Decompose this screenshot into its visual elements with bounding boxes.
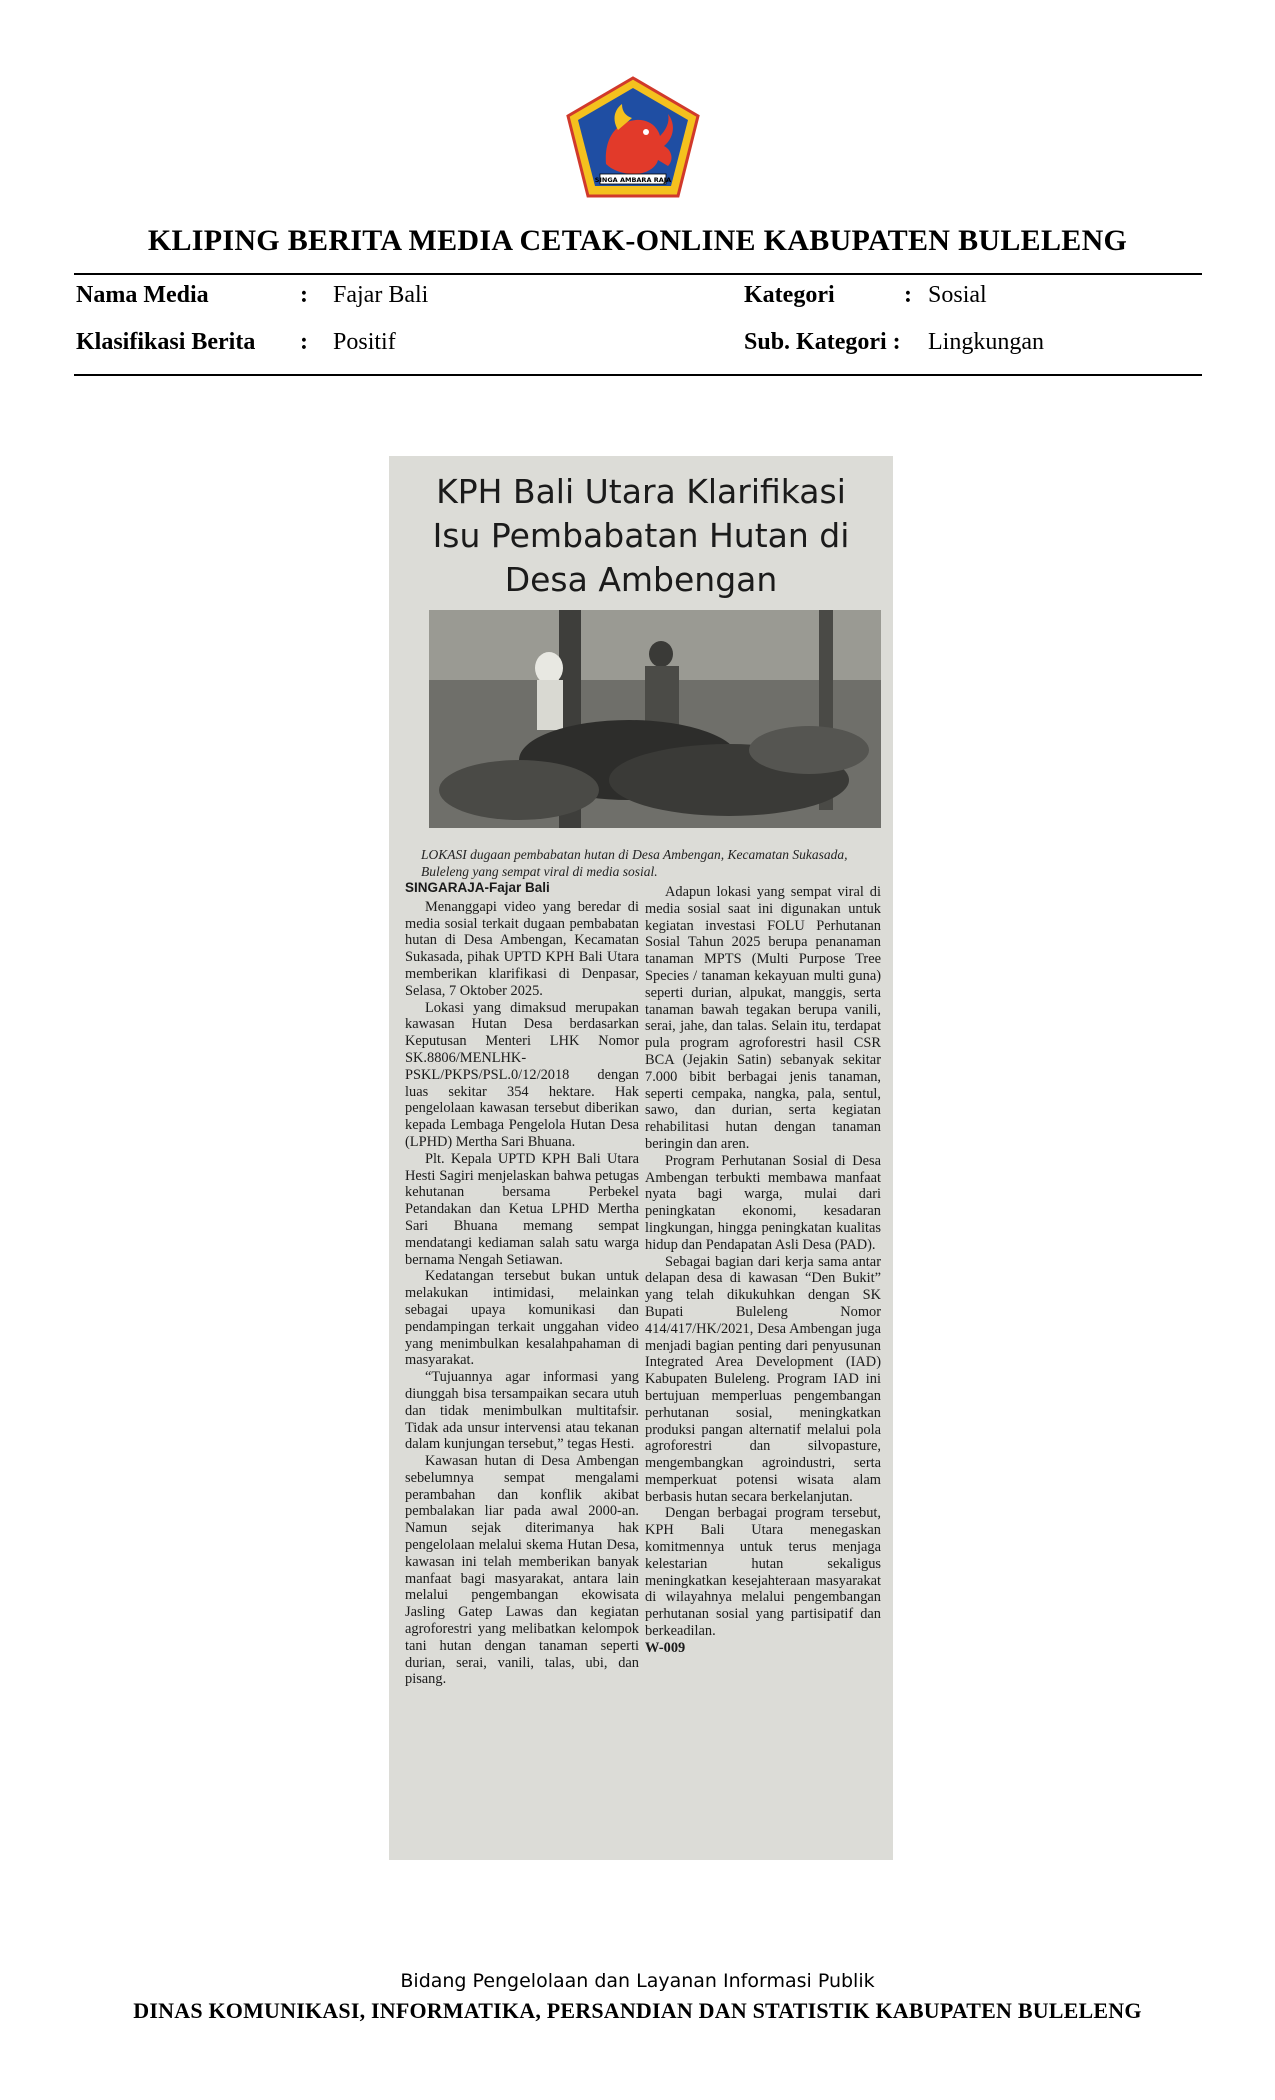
kategori-label: Kategori — [744, 282, 835, 308]
kategori-value: Sosial — [928, 282, 987, 308]
subkategori-label: Sub. Kategori : — [744, 329, 901, 355]
article-dateline: SINGARAJA-Fajar Bali — [405, 880, 550, 895]
media-colon: : — [300, 282, 308, 308]
newspaper-clipping — [389, 456, 893, 1860]
klasifikasi-colon: : — [300, 329, 308, 355]
article-column-right — [645, 884, 881, 1657]
logo-motto: SINGA AMBARA RAJA — [594, 176, 672, 184]
meta-kategori — [744, 282, 1204, 312]
article-column-left — [405, 880, 639, 1688]
article-paragraph: Adapun lokasi yang sempat viral di media sosial saat ini digunakan untuk kegiatan investasi FOLU Perhutanan Sosial Tahun 2025 berupa penanaman tanaman MPTS (Multi Purpose Tree Species / tanaman kekayuan multi guna) seperti durian, alpukat, manggis, serta tanaman bawah tegakan berupa vanili, serai, jahe, dan talas. Selain itu, terdapat pula program agroforestri hasil CSR BCA (Jejakin Satin) sebanyak sekitar 7.000 bibit berbagai jenis tanaman, seperti cempaka, nangka, pala, sentul, sawo, dan durian, serta kegiatan rehabilitasi hutan dengan tanaman beringin dan aren. — [645, 884, 881, 1152]
article-photo — [429, 610, 881, 828]
article-paragraph: “Tujuannya agar informasi yang diunggah bisa tersampaikan secara utuh dan tidak menimbulkan multitafsir. Tidak ada unsur intervensi atau tekanan dalam kunjungan tersebut,” tegas Hesti. — [405, 1369, 639, 1453]
article-paragraph: Program Perhutanan Sosial di Desa Ambengan terbukti membawa manfaat nyata bagi warga, mulai dari peningkatan ekonomi, kesadaran lingkungan, hingga peningkatan kualitas hidup dan Pendapatan Asli Desa (PAD). — [645, 1152, 881, 1253]
buleleng-regency-logo — [566, 76, 700, 198]
headline-line: KPH Bali Utara Klarifikasi — [436, 472, 846, 511]
header-rule-bottom — [74, 374, 1202, 376]
article-paragraph: Plt. Kepala UPTD KPH Bali Utara Hesti Sagiri menjelaskan bahwa petugas kehutanan bersama Perbekel Petandakan dan Ketua LPHD Mertha Sari Bhuana memang sempat mendatangi kediaman salah satu warga bernama Nengah Setiawan. — [405, 1150, 639, 1268]
headline-line: Isu Pembabatan Hutan di — [432, 516, 850, 555]
meta-subkategori — [744, 329, 1204, 359]
media-label: Nama Media — [76, 282, 209, 308]
meta-media — [76, 282, 676, 312]
klasifikasi-label: Klasifikasi Berita — [76, 329, 256, 355]
subkategori-value: Lingkungan — [928, 329, 1044, 355]
photo-caption: LOKASI dugaan pembabatan hutan di Desa Ambengan, Kecamatan Sukasada, Buleleng yang sempat viral di media sosial. — [421, 847, 848, 879]
footer-title: DINAS KOMUNIKASI, INFORMATIKA, PERSANDIAN DAN STATISTIK KABUPATEN BULELENG — [133, 1998, 1142, 2023]
kategori-colon: : — [904, 282, 912, 308]
document-title: KLIPING BERITA MEDIA CETAK-ONLINE KABUPATEN BULELENG — [147, 224, 1128, 257]
klasifikasi-value: Positif — [333, 329, 396, 355]
media-value: Fajar Bali — [333, 282, 429, 308]
article-paragraph: Dengan berbagai program tersebut, KPH Bali Utara menegaskan komitmennya untuk terus menjaga kelestarian hutan sekaligus meningkatkan kesejahteraan masyarakat di wilayahnya melalui pengembangan perhutanan sosial yang partisipatif dan berkeadilan. — [645, 1505, 881, 1640]
header-rule-top — [74, 273, 1202, 275]
article-paragraph: Kawasan hutan di Desa Ambengan sebelumnya sempat mengalami perambahan dan konflik akibat pembalakan liar pada awal 2000-an. Namun sejak diterimanya hak pengelolaan melalui skema Hutan Desa, kawasan ini telah memberikan banyak manfaat bagi masyarakat, antara lain melalui pengembangan ekowisata Jasling Gatep Lawas dan kegiatan agroforestri yang melibatkan kelompok tani hutan dengan tanaman seperti durian, serai, vanili, talas, ubi, dan pisang. — [405, 1453, 639, 1688]
article-paragraph: Lokasi yang dimaksud merupakan kawasan Hutan Desa berdasarkan Keputusan Menteri LHK Nomor SK.8806/MENLHK-PSKL/PKPS/PSL.0/12/2018 dengan luas sekitar 354 hektare. Hak pengelolaan kawasan tersebut diberikan kepada Lembaga Pengelola Hutan Desa (LPHD) Mertha Sari Bhuana. — [405, 999, 639, 1150]
article-signature: W-009 — [645, 1639, 686, 1656]
footer-subtitle: Bidang Pengelolaan dan Layanan Informasi Publik — [400, 1970, 875, 1992]
article-paragraph: Kedatangan tersebut bukan untuk melakukan intimidasi, melainkan sebagai upaya komunikasi dan pendampingan terkait unggahan video yang menimbulkan kesalahpahaman di masyarakat. — [405, 1268, 639, 1369]
meta-klasifikasi — [76, 329, 676, 359]
article-paragraph: Menanggapi video yang beredar di media sosial terkait dugaan pembabatan hutan di Desa Ambengan, Kecamatan Sukasada, pihak UPTD KPH Bali Utara memberikan klarifikasi di Denpasar, Selasa, 7 Oktober 2025. — [405, 898, 639, 999]
article-headline — [389, 470, 893, 602]
article-paragraph: Sebagai bagian dari kerja sama antar delapan desa di kawasan “Den Bukit” yang telah dikukuhkan dengan SK Bupati Buleleng Nomor 414/417/HK/2021, Desa Ambengan juga menjadi bagian penting dari penyusunan Integrated Area Development (IAD) Kabupaten Buleleng. Program IAD ini bertujuan memperluas pengembangan perhutanan sosial, meningkatkan produksi pangan alternatif melalui pola agroforestri dan silvopasture, mengembangkan agroindustri, serta memperkuat potensi wisata alam berbasis hutan secara berkelanjutan. — [645, 1253, 881, 1505]
headline-line: Desa Ambengan — [504, 560, 778, 599]
